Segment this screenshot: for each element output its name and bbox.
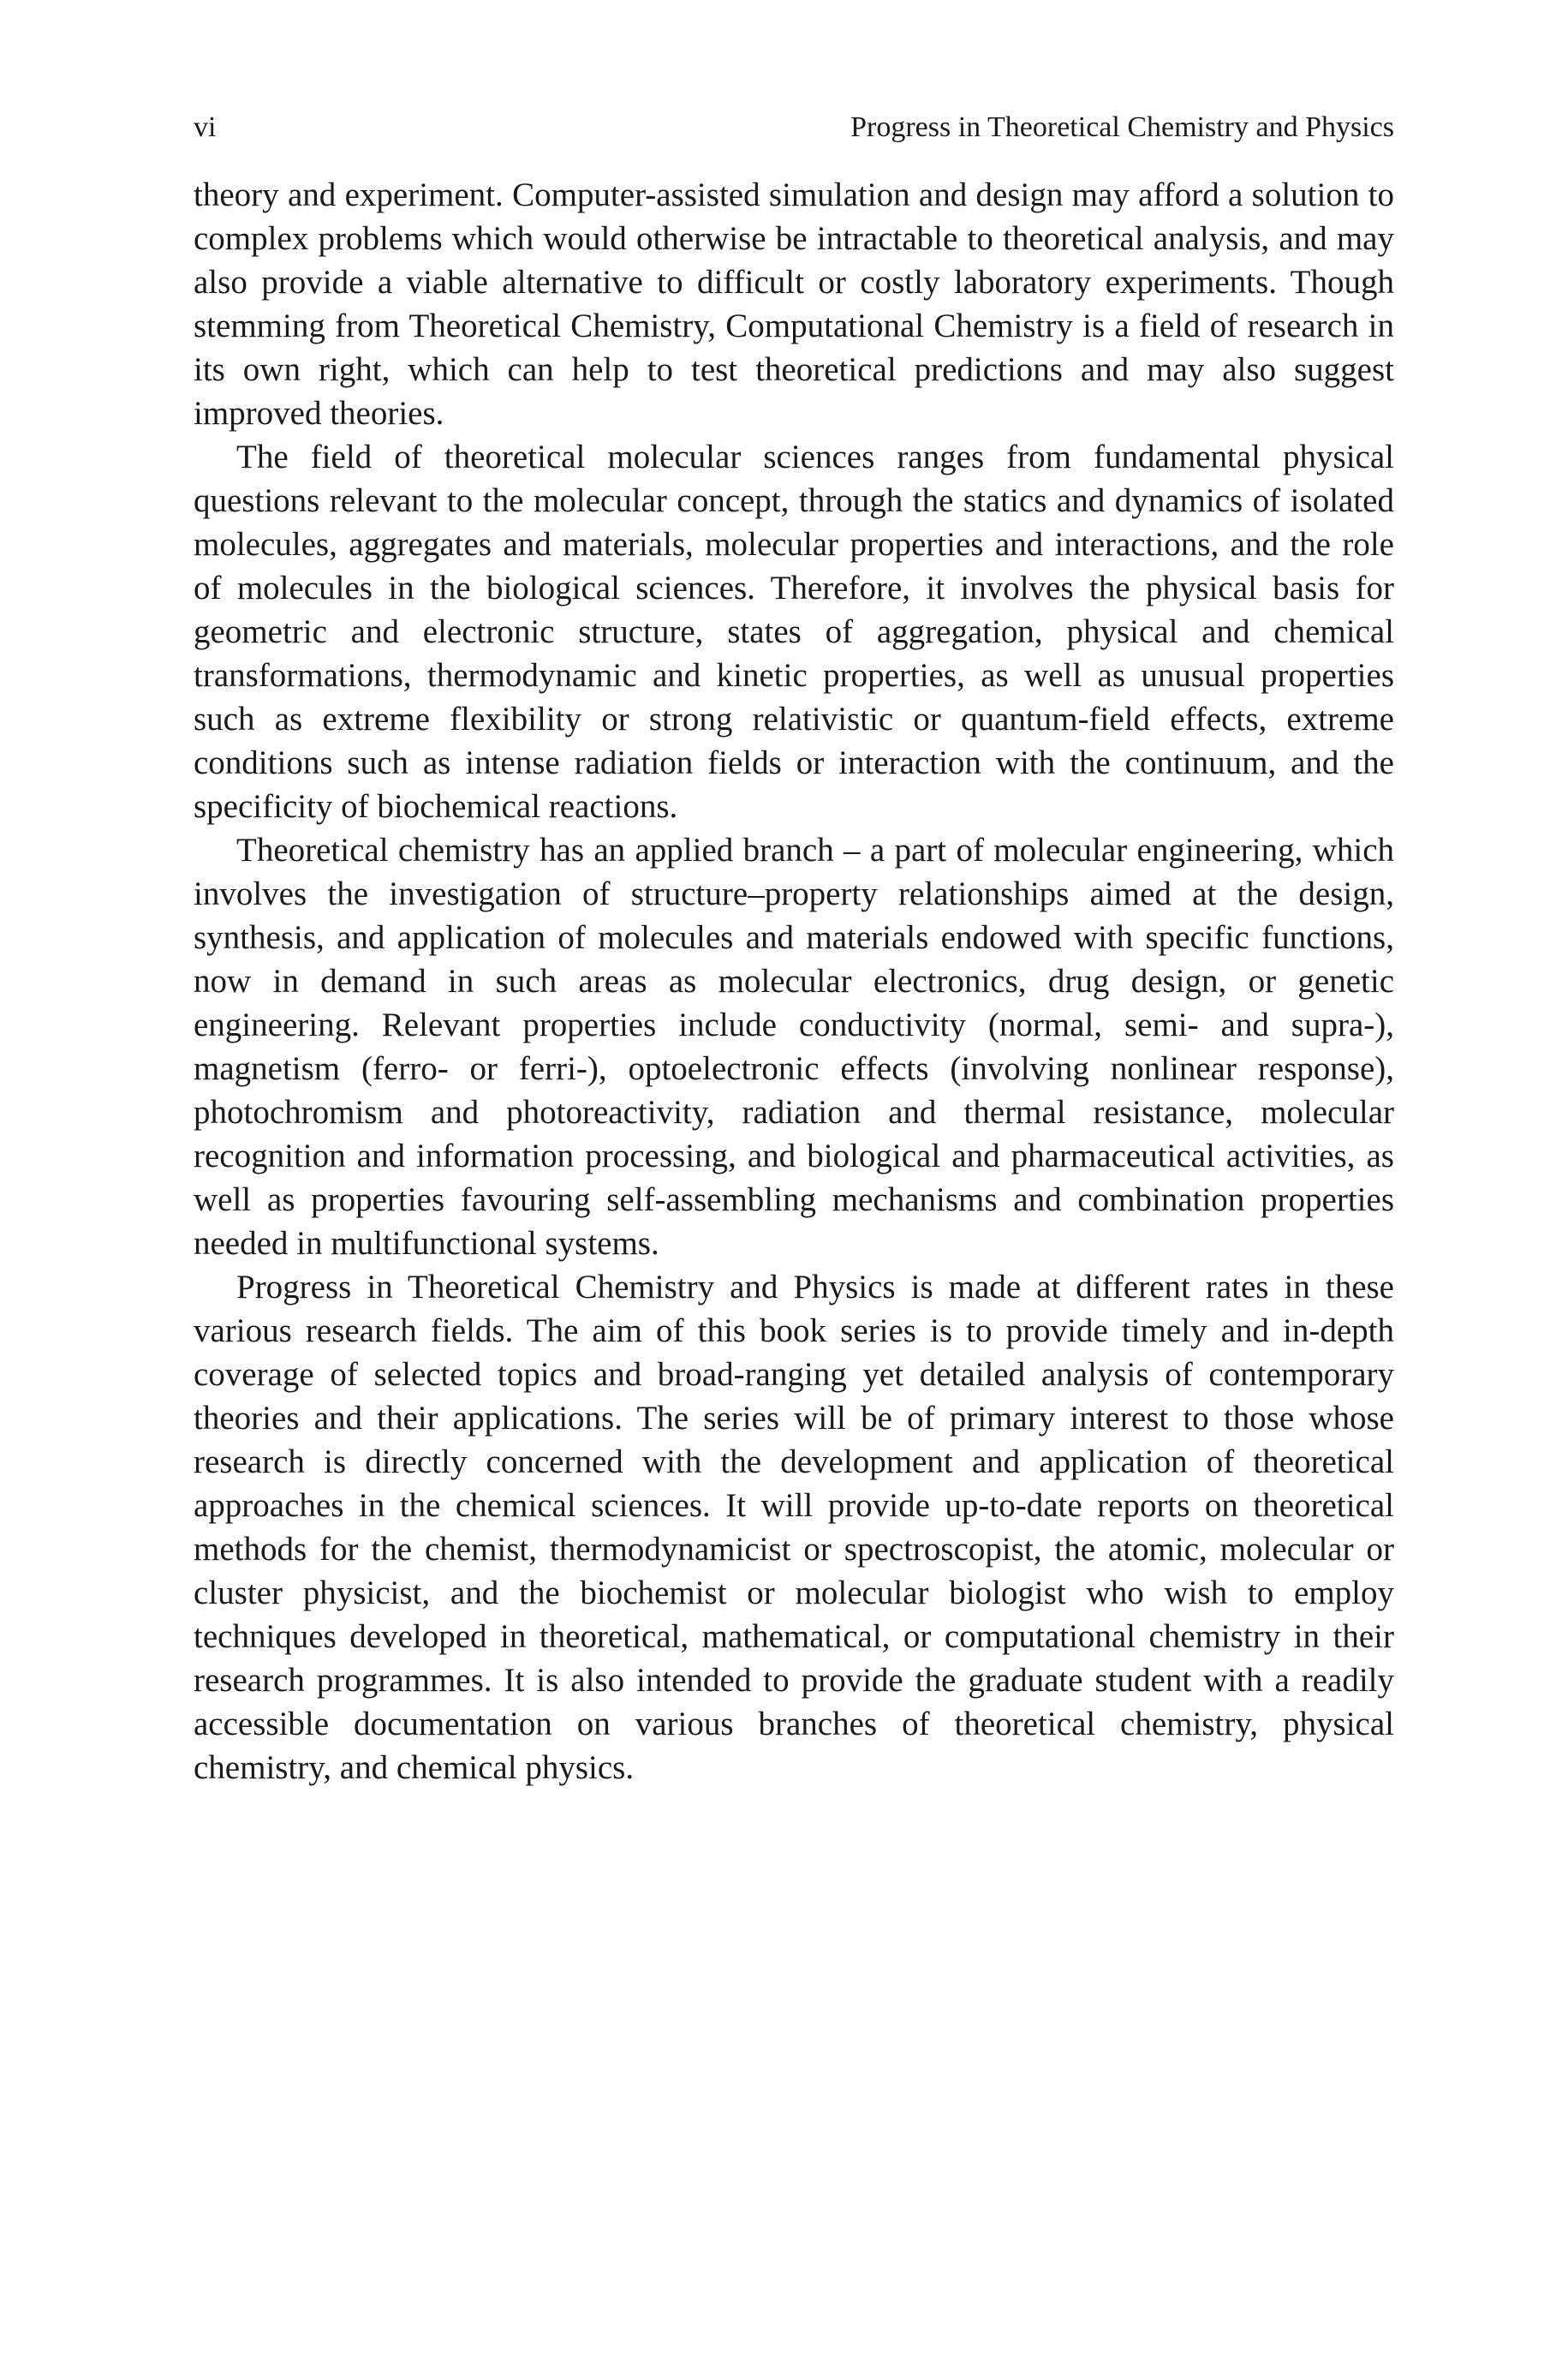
running-head	[194, 113, 1394, 173]
running-title: Progress in Theoretical Chemistry and Physics	[850, 111, 1394, 143]
body-text	[194, 173, 1394, 1789]
paragraph-continued: theory and experiment. Computer-assisted simulation and design may afford a solution to complex problems which would otherwise be intractable to theoretical analysis, and may also provide a viable alternative to difficult or costly laboratory experiments. Though stemming from Theoretical Chemistry, Computational Chemistry is a field of research in its own right, which can help to test theoretical predictions and may also suggest improved theories.	[194, 176, 1394, 432]
paragraph: The field of theoretical molecular sciences ranges from fundamental physical questions relevant to the molecular concept, through the statics and dynamics of isolated molecules, aggregates and materials, molecular properties and interactions, and the role of molecules in the biological sciences. Therefore, it involves the physical basis for geometric and electronic structure, states of aggregation, physical and chemical transformations, thermodynamic and kinetic properties, as well as unusual properties such as extreme flexibility or strong relativistic or quantum-field effects, extreme conditions such as intense radiation fields or interaction with the continuum, and the specificity of biochemical reactions.	[194, 439, 1394, 825]
page-number: vi	[194, 111, 217, 143]
book-page	[194, 113, 1394, 1789]
paragraph: Theoretical chemistry has an applied branch – a part of molecular engineering, which involves the investigation of structure–property relationships aimed at the design, synthesis, and application of molecules and materials endowed with specific functions, now in demand in such areas as molecular electronics, drug design, or genetic engineering. Relevant properties include conductivity (normal, semi- and supra-), magnetism (ferro- or ferri-), optoelectronic effects (involving nonlinear response), photochromism and photoreactivity, radiation and thermal resistance, molecular recognition and information processing, and biological and pharmaceutical activities, as well as properties favouring self-assembling mechanisms and combination properties needed in multifunctional systems.	[194, 832, 1394, 1262]
paragraph: Progress in Theoretical Chemistry and Physics is made at different rates in these various research fields. The aim of this book series is to provide timely and in-depth coverage of selected topics and broad-ranging yet detailed analysis of contemporary theories and their applications. The series will be of primary interest to those whose research is directly concerned with the development and application of theoretical approaches in the chemical sciences. It will provide up-to-date reports on theoretical methods for the chemist, thermodynamicist or spectroscopist, the atomic, molecular or cluster physicist, and the biochemist or molecular biologist who wish to employ techniques developed in theoretical, mathematical, or computational chemistry in their research programmes. It is also intended to provide the graduate student with a readily accessible documentation on various branches of theoretical chemistry, physical chemistry, and chemical physics.	[194, 1269, 1394, 1786]
